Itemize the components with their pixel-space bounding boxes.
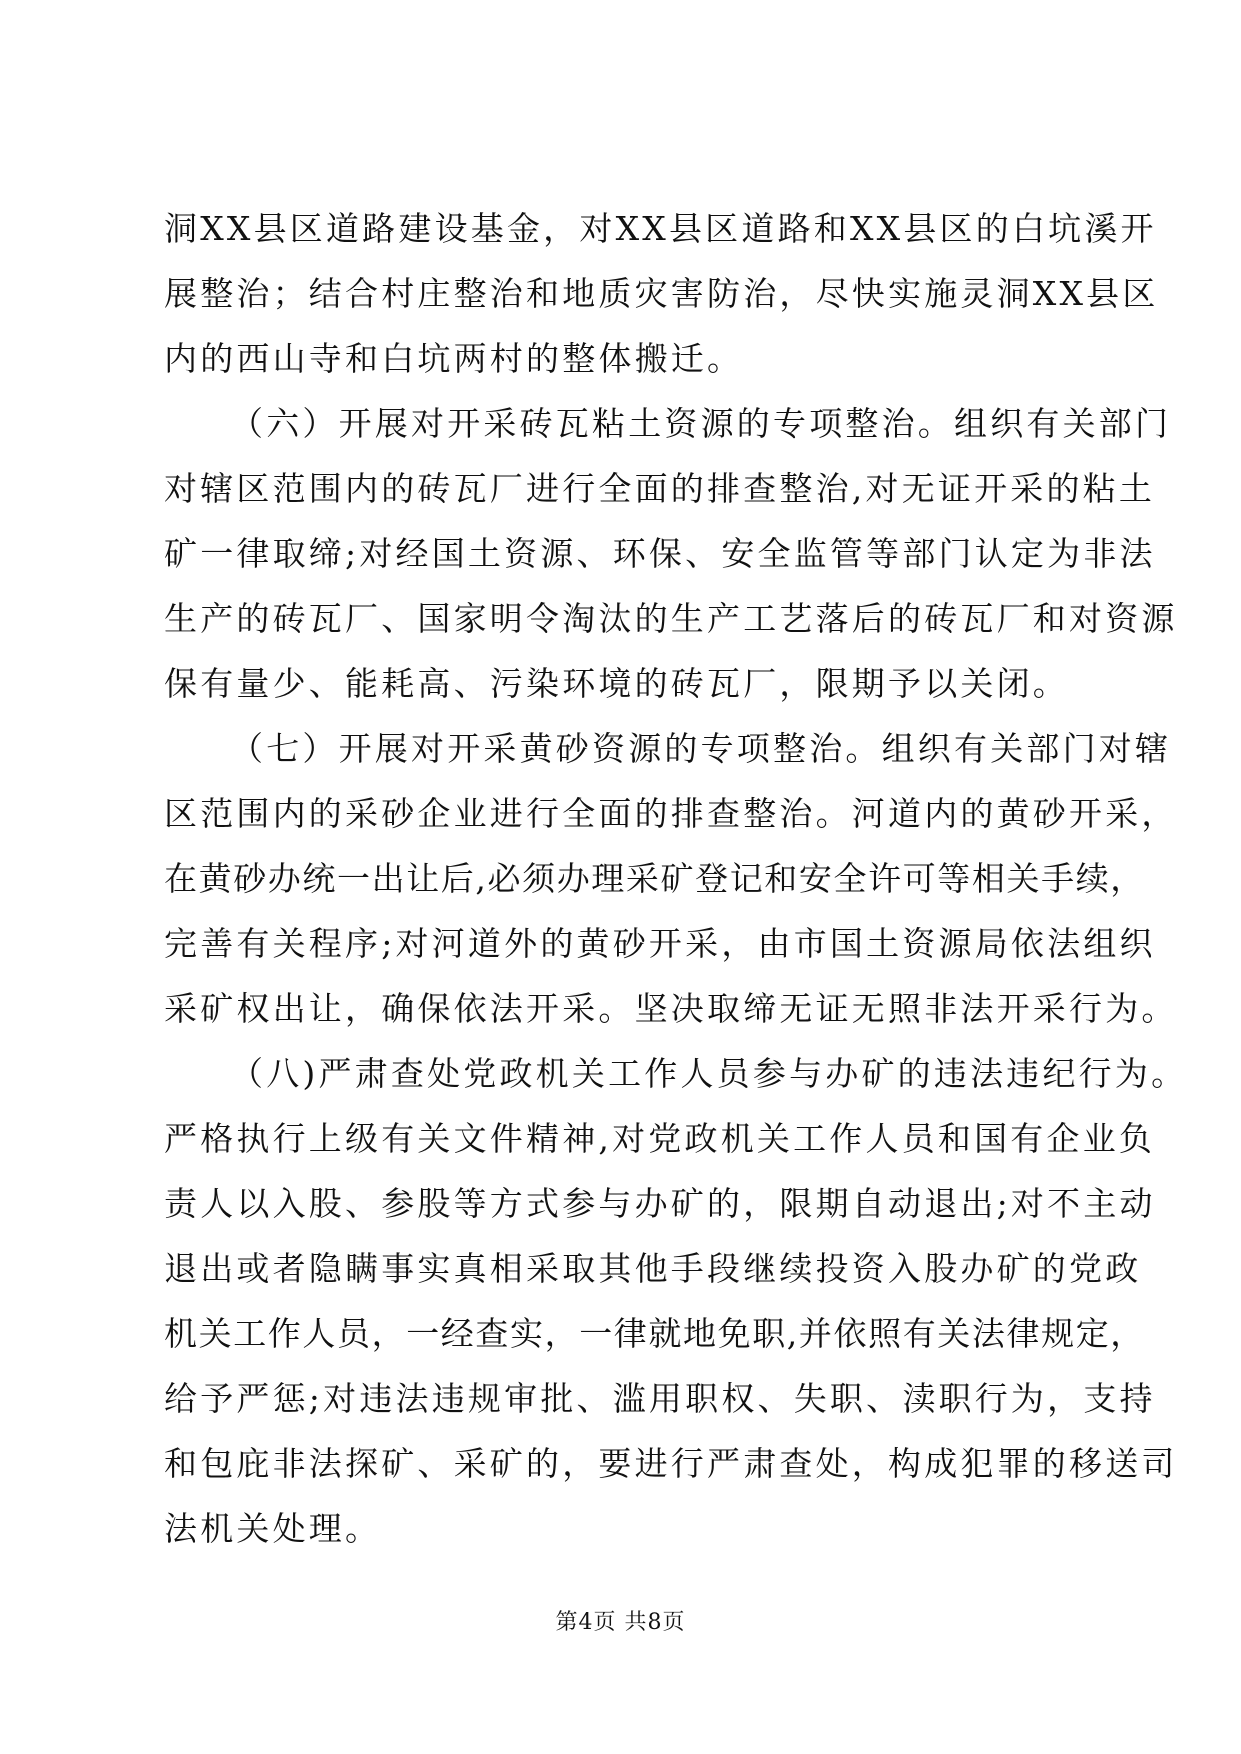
text-line: 法机关处理。 [164,1509,382,1548]
text-line: 生产的砖瓦厂、国家明令淘汰的生产工艺落后的砖瓦厂和对资源 [164,599,1178,638]
paragraph-6-start: （六）开展对开采砖瓦粘土资源的专项整治。组织有关部门 [230,404,1172,443]
text-line: 洞XX县区道路建设基金，对XX县区道路和XX县区的白坑溪开 [164,209,1157,248]
text-line: 展整治；结合村庄整治和地质灾害防治，尽快实施灵洞XX县区 [164,274,1159,313]
text-line: 保有量少、能耗高、污染环境的砖瓦厂，限期予以关闭。 [164,664,1069,703]
text-line: 矿一律取缔;对经国土资源、环保、安全监管等部门认定为非法 [164,534,1156,573]
paragraph-8-start: （八)严肃查处党政机关工作人员参与办矿的违法违纪行为。 [230,1054,1188,1093]
paragraph-7-start: （七）开展对开采黄砂资源的专项整治。组织有关部门对辖 [230,729,1172,768]
text-line: 对辖区范围内的砖瓦厂进行全面的排查整治,对无证开采的粘土 [164,469,1156,508]
document-body [164,196,1188,1561]
text-line: 完善有关程序;对河道外的黄砂开采，由市国土资源局依法组织 [164,924,1156,963]
page-number-footer: 第4页 共8页 [555,1610,686,1635]
text-line: 给予严惩;对违法违规审批、滥用职权、失职、渎职行为，支持 [164,1379,1156,1418]
text-line: 责人以入股、参股等方式参与办矿的，限期自动退出;对不主动 [164,1184,1156,1223]
text-line: 在黄砂办统一出让后,必须办理采矿登记和安全许可等相关手续， [164,859,1145,898]
text-line: 机关工作人员，一经查实，一律就地免职,并依照有关法律规定， [164,1314,1145,1353]
text-line: 和包庇非法探矿、采矿的，要进行严肃查处，构成犯罪的移送司 [164,1444,1178,1483]
text-line: 区范围内的采砂企业进行全面的排查整治。河道内的黄砂开采， [164,794,1178,833]
text-line: 采矿权出让，确保依法开采。坚决取缔无证无照非法开采行为。 [164,989,1178,1028]
text-line: 内的西山寺和白坑两村的整体搬迁。 [164,339,744,378]
text-line: 严格执行上级有关文件精神,对党政机关工作人员和国有企业负 [164,1119,1156,1158]
text-line: 退出或者隐瞒事实真相采取其他手段继续投资入股办矿的党政 [164,1249,1142,1288]
